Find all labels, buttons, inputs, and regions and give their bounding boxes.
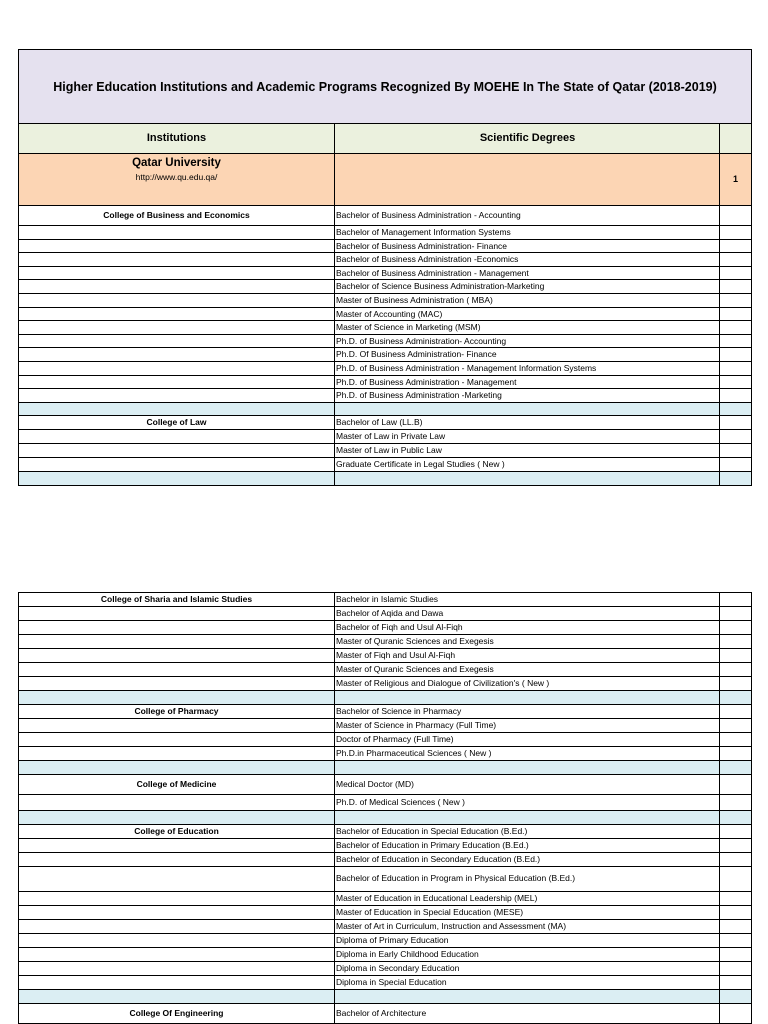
table-row — [19, 280, 751, 294]
degree-item: Bachelor of Architecture — [335, 1004, 720, 1023]
college-row — [19, 705, 751, 719]
table-row — [19, 892, 751, 906]
table-row — [19, 853, 751, 867]
table-row — [19, 335, 751, 349]
degree-item: Master of Education in Educational Leadership (MEL) — [335, 892, 720, 905]
degree-item: Master of Business Administration ( MBA) — [335, 294, 720, 307]
table-row — [19, 226, 751, 240]
college-name: College of Sharia and Islamic Studies — [19, 593, 335, 606]
table-row — [19, 663, 751, 677]
degree-item: Ph.D.in Pharmaceutical Sciences ( New ) — [335, 747, 720, 760]
college-name: College of Pharmacy — [19, 705, 335, 718]
table-row — [19, 321, 751, 335]
table-row — [19, 733, 751, 747]
degree-item: Ph.D. of Business Administration - Management — [335, 376, 720, 389]
document-title: Higher Education Institutions and Academic Programs Recognized By MOEHE In The State of Qatar (2018-2019) — [19, 50, 751, 124]
table-row — [19, 240, 751, 254]
degree-item: Bachelor of Law (LL.B) — [335, 416, 720, 429]
spacer-row — [19, 691, 751, 705]
table-row — [19, 444, 751, 458]
table-row — [19, 719, 751, 733]
degree-item: Doctor of Pharmacy (Full Time) — [335, 733, 720, 746]
degree-item: Diploma of Primary Education — [335, 934, 720, 947]
degree-item: Bachelor of Education in Special Education (B.Ed.) — [335, 825, 720, 838]
degree-item: Master of Law in Public Law — [335, 444, 720, 457]
degree-item: Master of Accounting (MAC) — [335, 308, 720, 321]
table-header-row — [19, 124, 751, 154]
college-name: College Of Engineering — [19, 1004, 335, 1023]
degree-item: Bachelor of Business Administration - Accounting — [335, 206, 720, 225]
degree-item: Bachelor of Management Information Systems — [335, 226, 720, 239]
table-row — [19, 348, 751, 362]
degree-item: Master of Religious and Dialogue of Civilization's ( New ) — [335, 677, 720, 690]
spacer-row — [19, 811, 751, 825]
degree-item: Ph.D. of Medical Sciences ( New ) — [335, 795, 720, 810]
programs-table-page-1 — [18, 49, 752, 486]
degree-item: Bachelor of Fiqh and Usul Al-Fiqh — [335, 621, 720, 634]
degree-item: Bachelor of Aqida and Dawa — [335, 607, 720, 620]
degrees-header: Scientific Degrees — [335, 124, 720, 153]
degree-item: Bachelor of Education in Secondary Education (B.Ed.) — [335, 853, 720, 866]
degree-item: Master of Quranic Sciences and Exegesis — [335, 663, 720, 676]
degree-item: Bachelor of Science in Pharmacy — [335, 705, 720, 718]
table-row — [19, 635, 751, 649]
degree-item: Master of Science in Pharmacy (Full Time) — [335, 719, 720, 732]
table-row — [19, 920, 751, 934]
college-row — [19, 206, 751, 226]
table-row — [19, 962, 751, 976]
number-header — [720, 124, 751, 153]
college-name: College of Business and Economics — [19, 206, 335, 225]
degree-item: Master of Quranic Sciences and Exegesis — [335, 635, 720, 648]
table-row — [19, 253, 751, 267]
degree-item: Bachelor of Education in Program in Physical Education (B.Ed.) — [335, 867, 720, 891]
degree-item: Graduate Certificate in Legal Studies ( New ) — [335, 458, 720, 471]
degree-item: Master of Fiqh and Usul Al-Fiqh — [335, 649, 720, 662]
degree-item: Bachelor of Education in Primary Education (B.Ed.) — [335, 839, 720, 852]
degree-item: Diploma in Secondary Education — [335, 962, 720, 975]
degree-item: Master of Science in Marketing (MSM) — [335, 321, 720, 334]
table-row — [19, 458, 751, 472]
university-name: Qatar University — [132, 157, 221, 169]
university-cell — [19, 154, 335, 205]
spacer-row — [19, 761, 751, 775]
college-row — [19, 593, 751, 607]
institutions-header: Institutions — [19, 124, 335, 153]
college-row — [19, 416, 751, 430]
college-name: College of Medicine — [19, 775, 335, 794]
university-url[interactable]: http://www.qu.edu.qa/ — [135, 172, 218, 182]
table-row — [19, 867, 751, 892]
table-row — [19, 677, 751, 691]
degree-item: Medical Doctor (MD) — [335, 775, 720, 794]
table-row — [19, 747, 751, 761]
university-degrees-cell — [335, 154, 720, 205]
degree-item: Master of Art in Curriculum, Instruction and Assessment (MA) — [335, 920, 720, 933]
degree-item: Bachelor of Science Business Administration-Marketing — [335, 280, 720, 293]
table-row — [19, 376, 751, 390]
table-row — [19, 976, 751, 990]
degree-item: Bachelor of Business Administration- Finance — [335, 240, 720, 253]
degree-item: Bachelor of Business Administration - Management — [335, 267, 720, 280]
college-row — [19, 825, 751, 839]
degree-item: Ph.D. of Business Administration -Marketing — [335, 389, 720, 402]
table-row — [19, 294, 751, 308]
table-row — [19, 430, 751, 444]
table-row — [19, 607, 751, 621]
table-row — [19, 649, 751, 663]
table-row — [19, 389, 751, 403]
degree-item: Diploma in Early Childhood Education — [335, 948, 720, 961]
spacer-row — [19, 472, 751, 486]
table-row — [19, 948, 751, 962]
spacer-row — [19, 403, 751, 417]
college-name: College of Law — [19, 416, 335, 429]
degree-item: Bachelor of Business Administration -Economics — [335, 253, 720, 266]
table-row — [19, 839, 751, 853]
degree-item: Bachelor in Islamic Studies — [335, 593, 720, 606]
table-row — [19, 267, 751, 281]
college-row — [19, 775, 751, 795]
college-row — [19, 1004, 751, 1024]
table-row — [19, 621, 751, 635]
university-row — [19, 154, 751, 206]
table-row — [19, 906, 751, 920]
college-name: College of Education — [19, 825, 335, 838]
degree-item: Diploma in Special Education — [335, 976, 720, 989]
degree-item: Ph.D. of Business Administration- Accounting — [335, 335, 720, 348]
table-row — [19, 362, 751, 376]
university-number: 1 — [732, 174, 738, 184]
degree-item: Master of Education in Special Education (MESE) — [335, 906, 720, 919]
spacer-row — [19, 990, 751, 1004]
degree-item: Master of Law in Private Law — [335, 430, 720, 443]
degree-item: Ph.D. of Business Administration - Management Information Systems — [335, 362, 720, 375]
table-row — [19, 934, 751, 948]
programs-table-page-2 — [18, 592, 752, 1024]
table-row — [19, 795, 751, 811]
table-row — [19, 308, 751, 322]
degree-item: Ph.D. Of Business Administration- Finance — [335, 348, 720, 361]
